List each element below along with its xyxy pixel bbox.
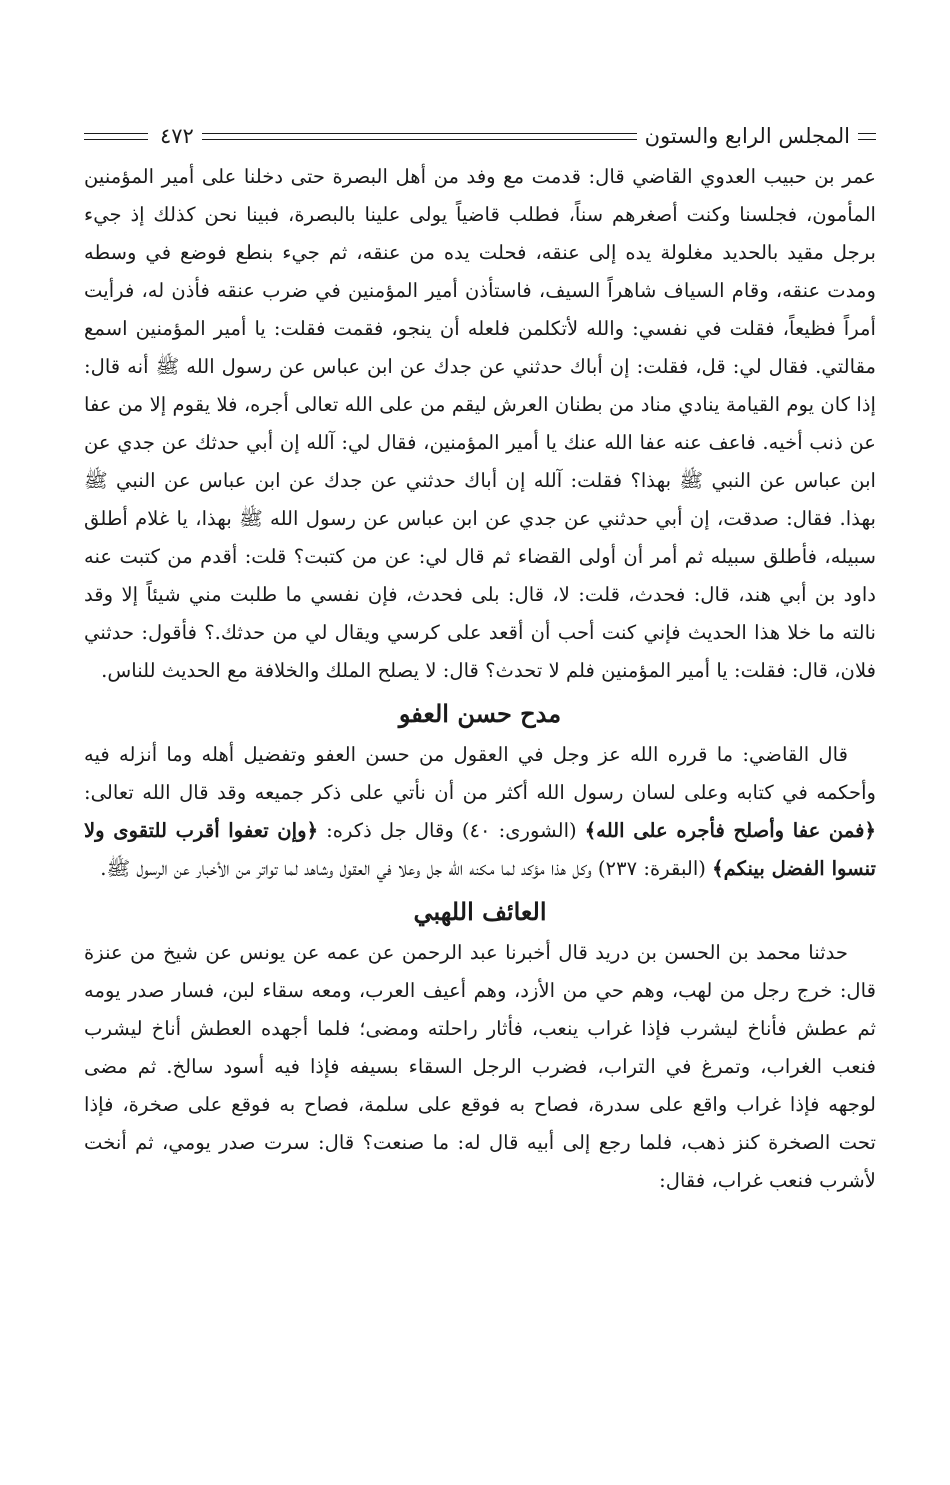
running-header: [84, 118, 876, 154]
book-page: [84, 118, 876, 1200]
chapter-title: المجلس الرابع والستون: [644, 124, 850, 148]
section-heading: العائف اللهبي: [413, 897, 547, 926]
header-rule-left: [84, 133, 148, 140]
paragraph-story: حدثنا محمد بن الحسن بن دريد قال أخبرنا عبد الرحمن عن عمه عن يونس عن شيخ من عنزة قال: خرج رجل من لهب، وهم حي من الأزد، وهم أعيف العرب، ومعه سقاء لبن، فسار صدر يومه ثم عطش فأناخ ليشرب فإذا غراب ينعب، فأثار راحلته ومضى؛ فلما أجهده العطش أناخ ليشرب فنعب الغراب، وتمرغ في التراب، فضرب الرجل السقاء بسيفه فإذا فيه أسود سالخ. ثم مضى لوجهه فإذا غراب واقع على سدرة، فصاح به فوقع على سلمة، فصاح به فوقع على صخرة، فإذا تحت الصخرة كنز ذهب، فلما رجع إلى أبيه قال له: ما صنعت؟ قال: سرت صدر يومي، ثم أنخت لأشرب فنعب غراب، فقال:: [84, 941, 876, 1192]
quran-verse: ﴿فمن عفا وأصلح فأجره على الله﴾: [584, 819, 877, 842]
page-number: ٤٧٢: [160, 124, 194, 148]
paragraph-forgiveness: [84, 736, 876, 888]
body-text: [84, 158, 876, 1200]
paragraph-text: (الشورى: ٤٠) وقال جل ذكره:: [326, 819, 577, 842]
quran-verse: ﴿وإن تعفوا أقرب للتقوى ولا تنسوا الفضل بينكم﴾: [84, 819, 876, 880]
header-rule-right: [858, 133, 876, 140]
paragraph-narration: عمر بن حبيب العدوي القاضي قال: قدمت مع وفد من أهل البصرة حتى دخلنا على أمير المؤمنين المأمون، فجلسنا وكنت أصغرهم سناً، فطلب قاضياً يولى علينا بالبصرة، فبينا نحن كذلك إذ جيء برجل مقيد بالحديد مغلولة يده إلى عنقه، فحلت يده من عنقه، ثم جيء بنطع فوضع في وسطه ومدت عنقه، وقام السياف شاهراً السيف، فاستأذن أمير المؤمنين في ضرب عنقه فأذن له، فرأيت أمراً فظيعاً، فقلت في نفسي: والله لأتكلمن فلعله أن ينجو، فقمت فقلت: يا أمير المؤمنين اسمع مقالتي. فقال لي: قل، فقلت: إن أباك حدثني عن جدك عن ابن عباس عن رسول الله ﷺ أنه قال: إذا كان يوم القيامة ينادي مناد من بطنان العرش ليقم من على الله تعالى أجره، فلا يقوم إلا من عفا عن ذنب أخيه. فاعف عنه عفا الله عنك يا أمير المؤمنين، فقال لي: آلله إن أبي حدثك عن جدي عن ابن عباس عن النبي ﷺ بهذا؟ فقلت: آلله إن أباك حدثني عن جدك عن ابن عباس عن النبي ﷺ بهذا. فقال: صدقت، إن أبي حدثني عن جدي عن ابن عباس عن رسول الله ﷺ بهذا، يا غلام أطلق سبيله، فأطلق سبيله ثم أمر أن أولى القضاء ثم قال لي: عن من كتبت؟ قلت: أقدم من كتبت عنه داود بن أبي هند، قال: فحدث، قلت: لا، قال: بلى فحدث، فإن نفسي ما طلبت مني شيئاً إلا وقد نالته ما خلا هذا الحديث فإني كنت أحب أن أقعد على كرسي ويقال لي من حدثك.؟ فأقول: حدثني فلان، قال: فقلت: يا أمير المؤمنين فلم لا تحدث؟ قال: لا يصلح الملك والخلافة مع الحديث للناس.: [84, 165, 876, 682]
header-rule-middle: [202, 133, 637, 140]
section-heading: مدح حسن العفو: [398, 699, 562, 728]
paragraph-text: قال القاضي: ما قرره الله عز وجل في العقول من حسن العفو وتفضيل أهله وما أنزله فيه وأحكمه في كتابه وعلى لسان رسول الله أكثر من أن نأتي على ذكر جميعه وقد قال الله تعالى:: [84, 743, 876, 804]
paragraph-text: (البقرة: ٢٣٧) وكل هذا مؤكد لما مكنه الله جل وعلا في العقول وشاهد لما تواتر من الأخبار عن الرسول ﷺ.: [100, 857, 706, 880]
